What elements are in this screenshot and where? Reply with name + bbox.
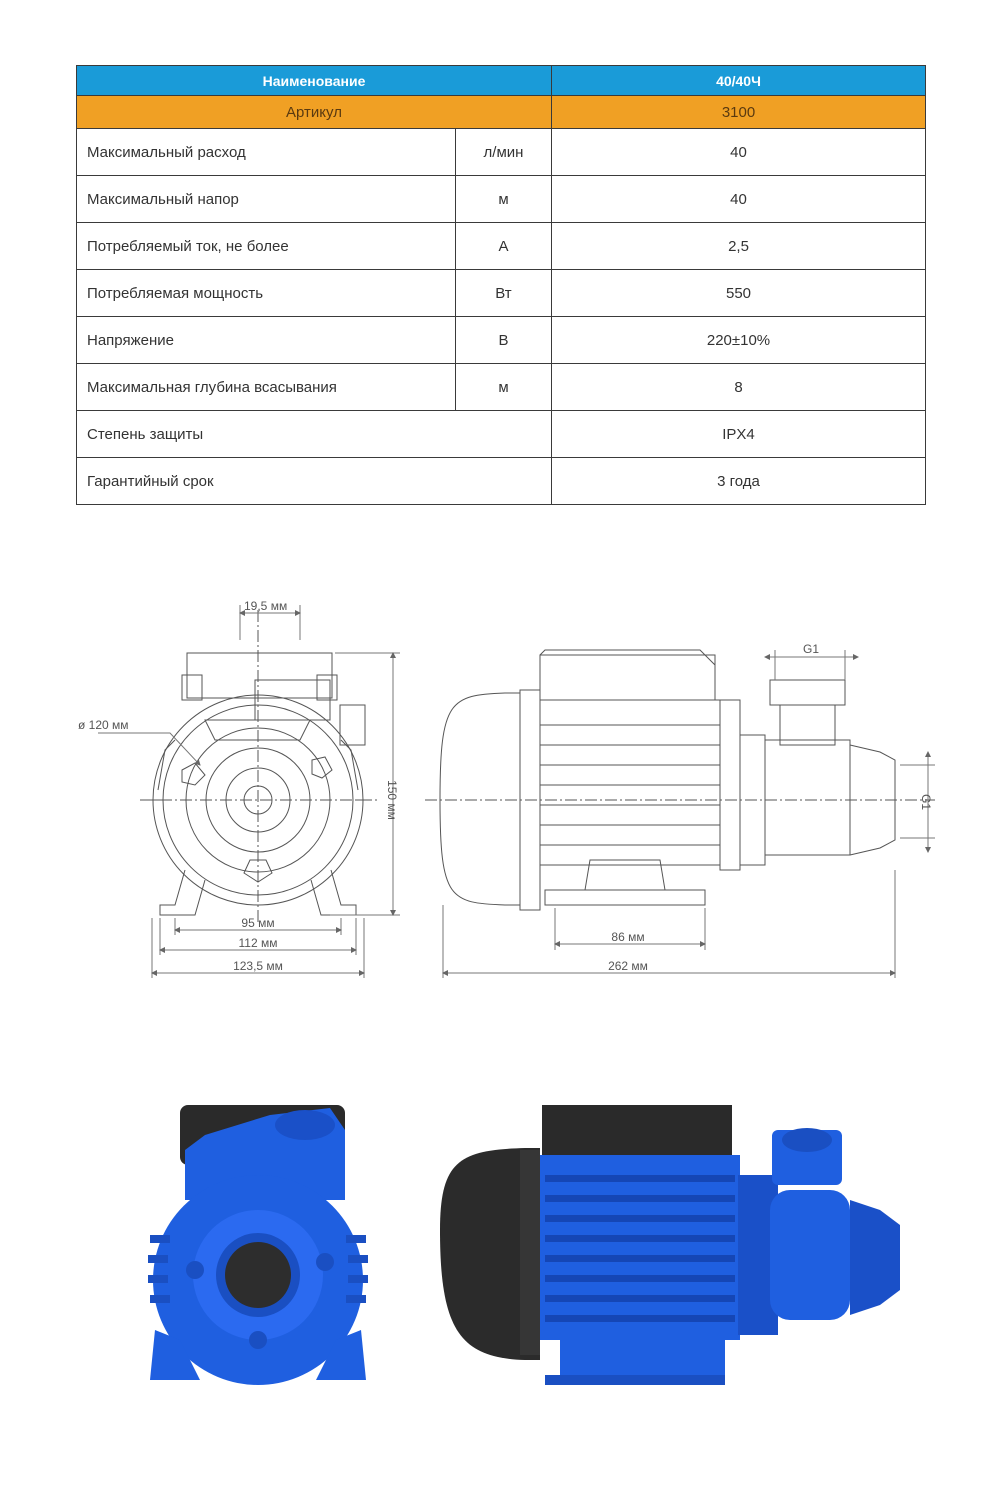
row-value: 3 года [552, 458, 926, 505]
table-row [77, 364, 926, 411]
dim-95-label: 95 мм [241, 916, 275, 930]
header-model: 40/40Ч [552, 66, 926, 96]
spec-table [76, 65, 926, 505]
row-unit: м [456, 176, 552, 223]
row-unit: В [456, 317, 552, 364]
dim-height-label: 150 мм [385, 780, 399, 820]
row-label: Степень защиты [77, 411, 552, 458]
row-unit: Вт [456, 270, 552, 317]
table-row [77, 129, 926, 176]
dim-123-5-label: 123,5 мм [233, 959, 283, 973]
row-value: 8 [552, 364, 926, 411]
table-header-row [77, 66, 926, 96]
row-value: 40 [552, 176, 926, 223]
row-value: 40 [552, 129, 926, 176]
dim-g1-side-label: G1 [919, 793, 933, 811]
row-value: 220±10% [552, 317, 926, 364]
front-view [140, 610, 380, 925]
row-value: IPX4 [552, 411, 926, 458]
pump-photo-front [148, 1105, 368, 1385]
row-value: 550 [552, 270, 926, 317]
dim-112-label: 112 мм [238, 936, 278, 950]
dim-19-5-label: 19,5 мм [244, 599, 288, 613]
table-row [77, 317, 926, 364]
row-unit: А [456, 223, 552, 270]
front-dimensions [98, 605, 400, 978]
table-row [77, 458, 926, 505]
row-label: Потребляемая мощность [77, 270, 456, 317]
dim-diameter-label: ø 120 мм [78, 718, 129, 732]
row-label: Максимальный расход [77, 129, 456, 176]
article-label: Артикул [77, 96, 552, 129]
row-unit: м [456, 364, 552, 411]
table-row [77, 223, 926, 270]
row-label: Максимальный напор [77, 176, 456, 223]
row-label: Максимальная глубина всасывания [77, 364, 456, 411]
header-name: Наименование [77, 66, 552, 96]
side-dimensions [443, 650, 935, 978]
side-view [425, 650, 935, 910]
pump-photo-side [440, 1105, 900, 1385]
table-row [77, 411, 926, 458]
article-value: 3100 [552, 96, 926, 129]
row-label: Потребляемый ток, не более [77, 223, 456, 270]
article-row [77, 96, 926, 129]
row-label: Напряжение [77, 317, 456, 364]
row-unit: л/мин [456, 129, 552, 176]
table-row [77, 270, 926, 317]
dim-262-label: 262 мм [608, 959, 648, 973]
row-value: 2,5 [552, 223, 926, 270]
dim-g1-top-label: G1 [802, 642, 820, 656]
dim-86-label: 86 мм [611, 930, 645, 944]
table-row [77, 176, 926, 223]
row-label: Гарантийный срок [77, 458, 552, 505]
